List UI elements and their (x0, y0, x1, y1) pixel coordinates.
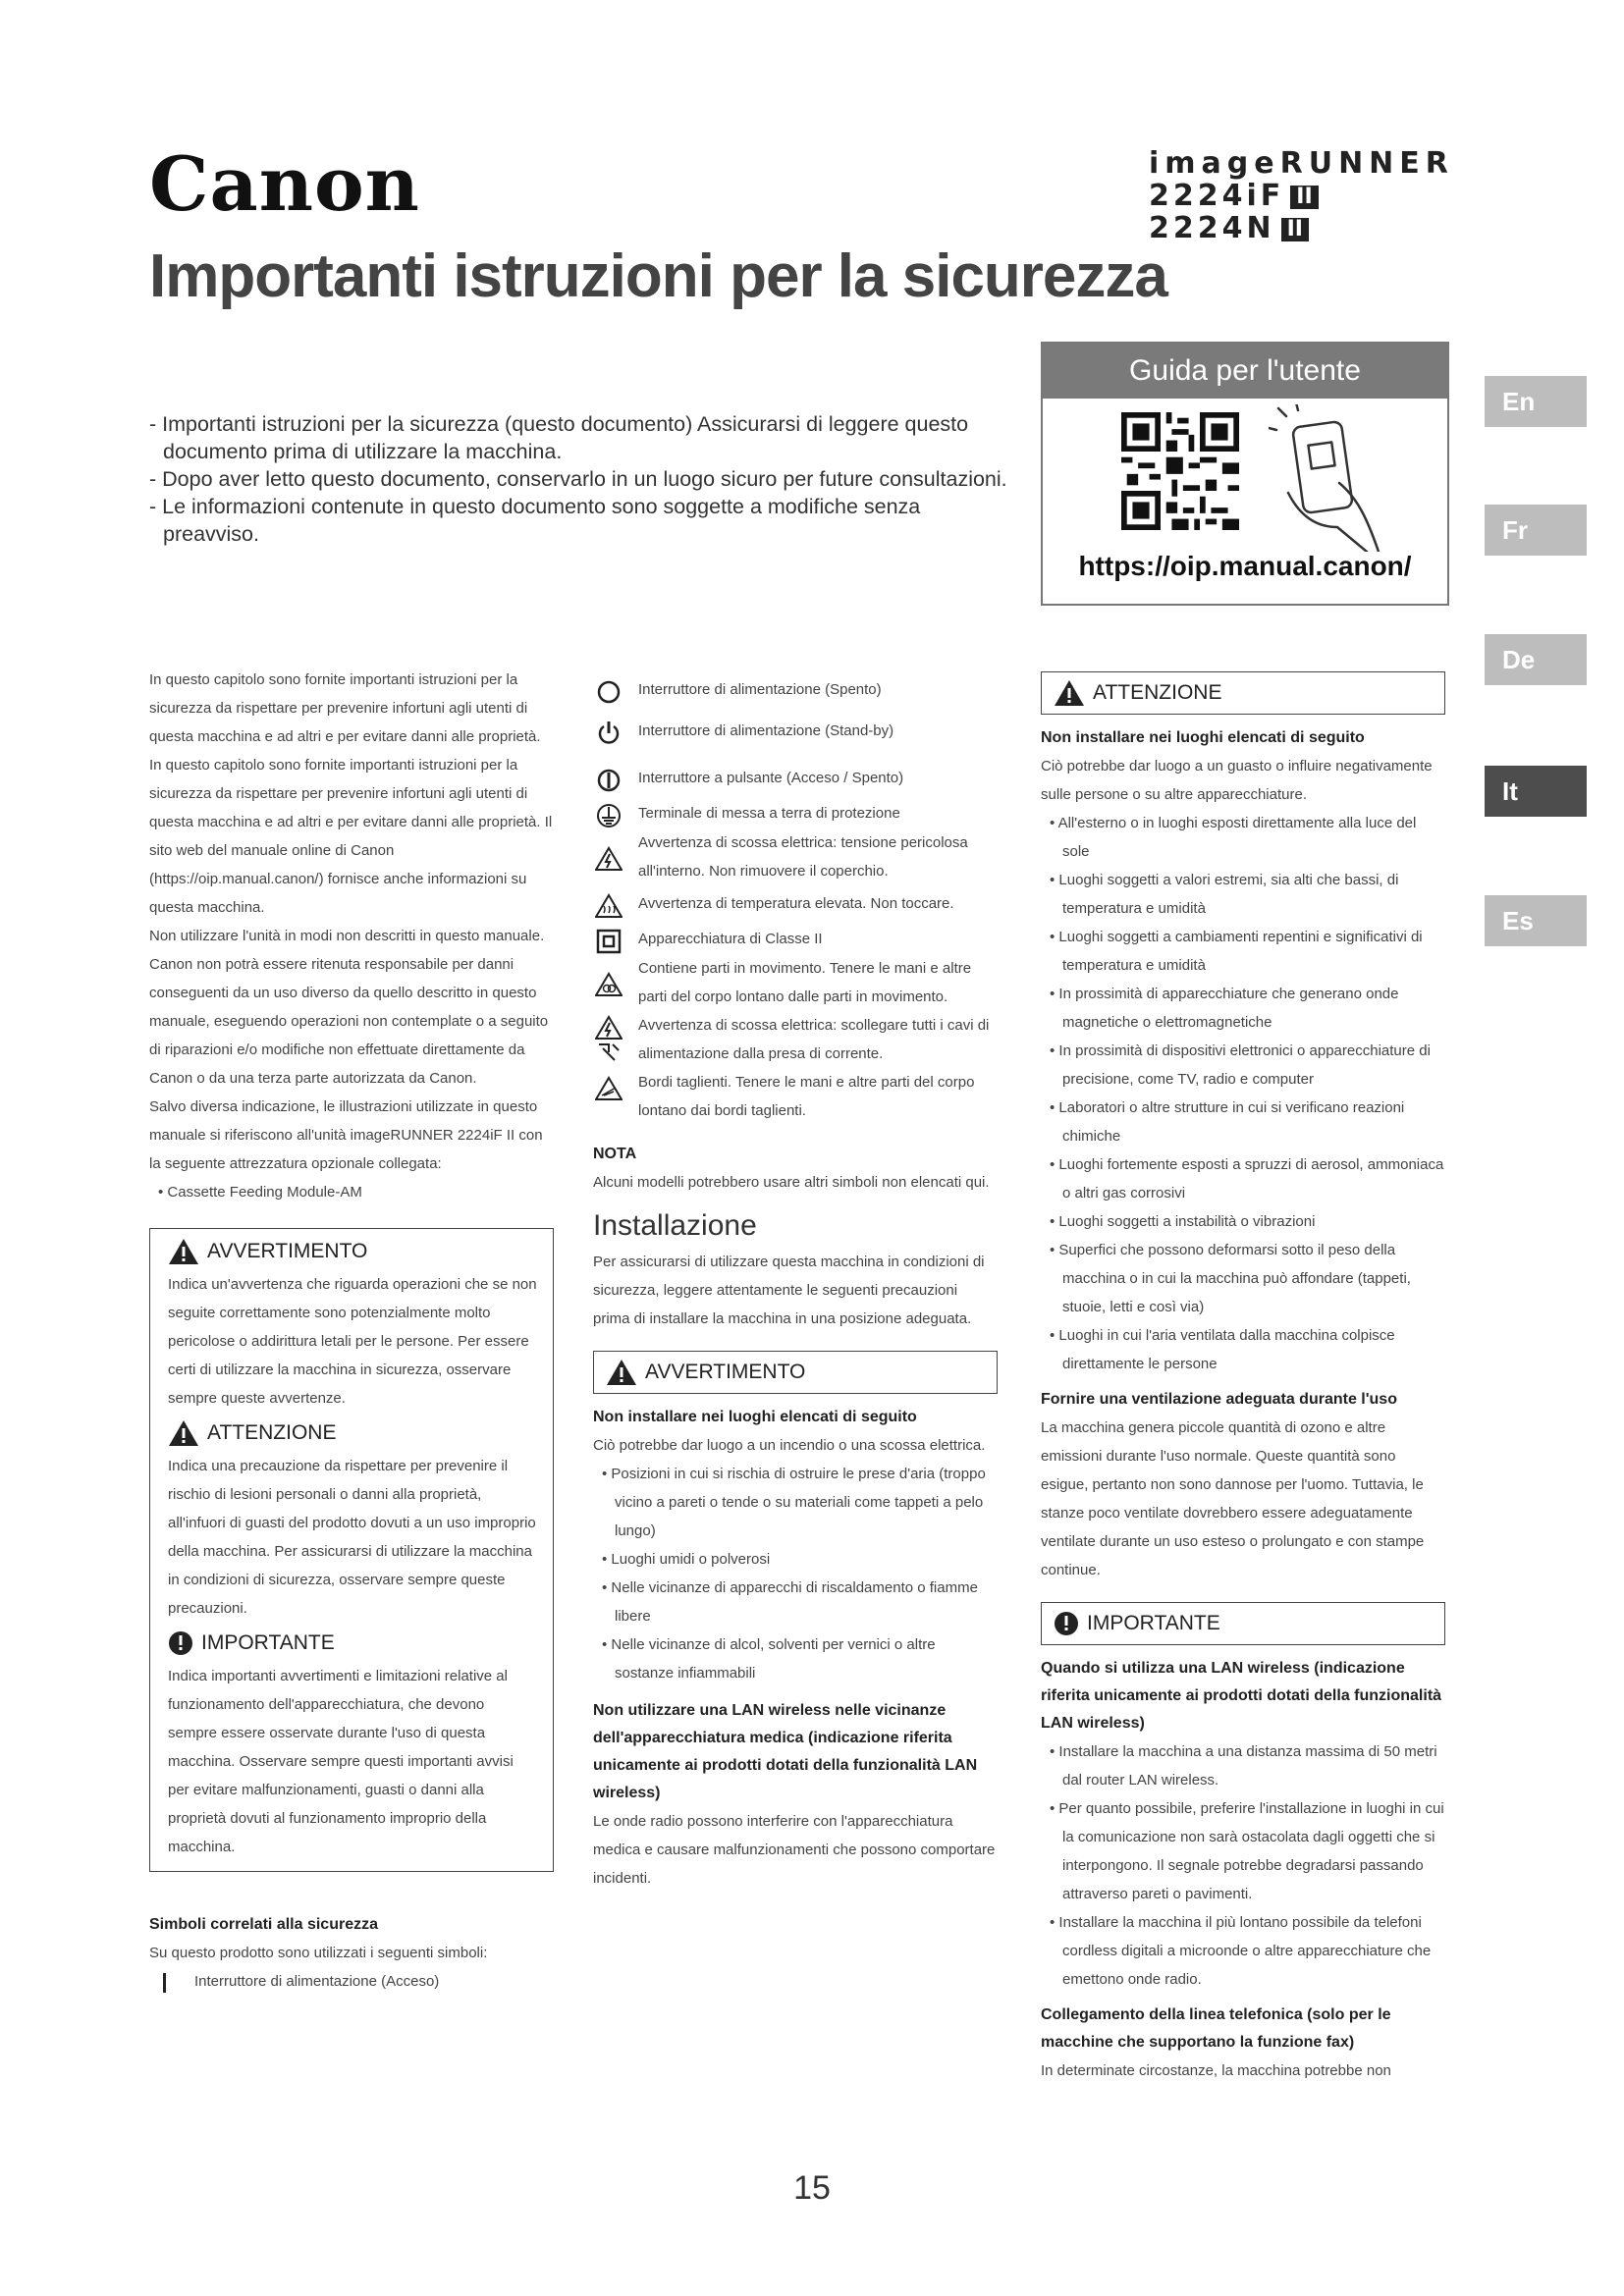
paragraph: La macchina genera piccole quantità di ozono e altre emissioni durante l'uso normale. Queste quantità sono esigue, pertanto non sono dannose per l'uomo. Tuttavia, le stanze poco ventilate dovrebbero essere adeguatamente ventilate durante un uso esteso o prolungato e con stampe continue. (1041, 1419, 1425, 1578)
list-item: • Luoghi soggetti a valori estremi, sia alti che bassi, di temperatura e umidità (1050, 872, 1399, 917)
model-2224n: 2224N (1149, 211, 1275, 245)
caution-box: ATTENZIONE (1041, 671, 1445, 715)
list-item: • In prossimità di dispositivi elettronici o apparecchiature di precisione, come TV, radio e computer (1050, 1042, 1431, 1088)
paragraph: Salvo diversa indicazione, le illustrazioni utilizzate in questo manuale si riferiscono all'unità imageRUNNER 2224iF II con la seguente attrezzatura opzionale collegata: (149, 1098, 543, 1172)
subheading: Non installare nei luoghi elencati di seguito (593, 1409, 917, 1425)
standby-icon (596, 721, 622, 746)
column-2 (593, 675, 998, 1893)
paragraph: Per assicurarsi di utilizzare questa macchina in condizioni di sicurezza, leggere attentamente le seguenti precauzioni prima di installare la macchina in una posizione adeguata. (593, 1254, 985, 1327)
symbol-row: Interruttore di alimentazione (Acceso) (149, 1967, 554, 1996)
symbol-row: Avvertenza di scossa elettrica: scollegare tutti i cavi di alimentazione dalla presa di corrente. (593, 1011, 998, 1068)
paragraph: Ciò potrebbe dar luogo a un guasto o influire negativamente sulle persone o su altre apparecchiature. (1041, 758, 1433, 803)
power-on-icon (155, 1971, 175, 1995)
model-name (1149, 147, 1454, 244)
symbol-row: Interruttore di alimentazione (Stand-by) (593, 717, 998, 746)
box-text: Indica una precauzione da rispettare per prevenire il rischio di lesioni personali o danni alla proprietà, all'infuori di guasti del prodotto dovuti a un uso improprio della macchina. Per assicurarsi di utilizzare la macchina in condizioni di sicurezza, osservare sempre queste precauzioni. (168, 1458, 536, 1617)
tab-de[interactable]: De (1485, 634, 1587, 685)
list-item: • Luoghi in cui l'aria ventilata dalla macchina colpisce direttamente le persone (1050, 1327, 1395, 1372)
column-3 (1041, 671, 1445, 2085)
user-guide-box (1041, 342, 1449, 606)
page-title: Importanti istruzioni per la sicurezza (149, 242, 1167, 310)
symbol-row: Avvertenza di temperatura elevata. Non toccare. (593, 889, 998, 919)
tab-es[interactable]: Es (1485, 895, 1587, 946)
caution-heading: ATTENZIONE (168, 1418, 537, 1448)
caution-icon (168, 1419, 199, 1447)
important-icon (168, 1630, 193, 1656)
intro-item: - Importanti istruzioni per la sicurezza (questo documento) Assicurarsi di leggere questo documento prima di utilizzare la macchina. (149, 412, 969, 463)
user-guide-heading: Guida per l'utente (1043, 344, 1447, 399)
list-item: • Posizioni in cui si rischia di ostruire le prese d'aria (troppo vicino a pareti o tende o su materiali come tappeti a pelo lungo) (602, 1466, 986, 1539)
list-item: • Luoghi soggetti a instabilità o vibrazioni (1050, 1213, 1316, 1230)
list-item: • Laboratori o altre strutture in cui si verificano reazioni chimiche (1050, 1099, 1405, 1145)
paragraph: Su questo prodotto sono utilizzati i seguenti simboli: (149, 1945, 488, 1961)
list-item: • Luoghi soggetti a cambiamenti repentini e significativi di temperatura e umidità (1050, 929, 1423, 974)
list-item: • Superfici che possono deformarsi sotto il peso della macchina o in cui la macchina può affondare (tappeti, stuoie, letti e così via) (1050, 1242, 1411, 1315)
manual-url-link[interactable]: https://oip.manual.canon/ (1078, 551, 1412, 581)
list-item: • Installare la macchina il più lontano possibile da telefoni cordless digitali a microonde o altre apparecchiature che emettono onde radio. (1050, 1914, 1432, 1988)
canon-logo: Canon (149, 140, 420, 228)
electric-shock-icon (595, 846, 623, 872)
box-text: Indica importanti avvertimenti e limitazioni relative al funzionamento dell'apparecchiatura, che devono sempre essere osservate durante l'uso di questa macchina. Osservare sempre questi importanti avvisi per evitare malfunzionamenti, guasti o danni alla proprietà dovuti al funzionamento improprio della macchina. (168, 1668, 514, 1855)
tab-it[interactable]: It (1485, 766, 1587, 817)
ground-icon (596, 803, 622, 828)
class-ii-icon (596, 929, 622, 954)
model-2224if: 2224iF (1149, 179, 1285, 213)
paragraph: In determinate circostanze, la macchina potrebbe non (1041, 2062, 1391, 2079)
list-item: • Per quanto possibile, preferire l'installazione in luoghi in cui la comunicazione non sarà ostacolata dagli oggetti che si interpongono. Il segnale potrebbe degradarsi passando attraverso pareti o pavimenti. (1050, 1800, 1444, 1902)
nota-label: NOTA (593, 1146, 637, 1162)
symbol-row: Bordi taglienti. Tenere le mani e altre parti del corpo lontano dai bordi taglienti. (593, 1068, 998, 1125)
paragraph: Le onde radio possono interferire con l'apparecchiatura medica e causare malfunzionamenti che possono comportare incidenti. (593, 1813, 996, 1887)
list-item: • Installare la macchina a una distanza massima di 50 metri dal router LAN wireless. (1050, 1743, 1437, 1789)
intro-list (149, 410, 1013, 548)
moving-parts-icon (595, 972, 623, 997)
warning-heading: AVVERTIMENTO (168, 1237, 537, 1266)
column-1 (149, 666, 554, 1996)
unplug-icon (595, 1015, 623, 1064)
paragraph: Ciò potrebbe dar luogo a un incendio o una scossa elettrica. (593, 1437, 986, 1454)
subheading: Quando si utilizza una LAN wireless (indicazione riferita unicamente ai prodotti dotati della funzionalità LAN wireless) (1041, 1660, 1442, 1732)
important-box: IMPORTANTE (1041, 1602, 1445, 1645)
push-switch-icon (596, 768, 622, 793)
intro-item: - Le informazioni contenute in questo documento sono soggette a modifiche senza preavviso. (149, 495, 921, 546)
hot-surface-icon (595, 893, 623, 919)
power-off-icon (596, 679, 622, 705)
list-item: • In prossimità di apparecchiature che generano onde magnetiche o elettromagnetiche (1050, 986, 1399, 1031)
subheading: Non utilizzare una LAN wireless nelle vicinanze dell'apparecchiatura medica (indicazione riferita unicamente ai prodotti dotati della funzionalità LAN wireless) (593, 1702, 978, 1801)
caution-icon (1054, 679, 1085, 707)
symbol-row: Terminale di messa a terra di protezione (593, 799, 998, 828)
list-item: • Cassette Feeding Module-AM (158, 1184, 362, 1201)
box-text: Indica un'avvertenza che riguarda operazioni che se non seguite correttamente sono potenzialmente molto pericolose o addirittura letali per le persone. Per essere certi di utilizzare la macchina in sicurezza, osservare sempre queste avvertenze. (168, 1276, 537, 1407)
important-icon (1054, 1611, 1079, 1636)
smartphone-hand-icon (1269, 404, 1396, 552)
section-heading: Simboli correlati alla sicurezza (149, 1916, 378, 1933)
legend-box (149, 1228, 554, 1872)
model-suffix: II (1290, 186, 1318, 209)
symbol-row: Interruttore a pulsante (Acceso / Spento) (593, 764, 998, 793)
subheading: Non installare nei luoghi elencati di seguito (1041, 729, 1365, 746)
list-item: • All'esterno o in luoghi esposti direttamente alla luce del sole (1050, 815, 1417, 860)
important-heading: IMPORTANTE (168, 1629, 537, 1658)
warning-icon (168, 1238, 199, 1265)
symbol-row: Interruttore di alimentazione (Spento) (593, 675, 998, 705)
model-suffix: II (1281, 218, 1309, 241)
nota-text: Alcuni modelli potrebbero usare altri simboli non elencati qui. (593, 1174, 990, 1191)
list-item: • Nelle vicinanze di apparecchi di riscaldamento o fiamme libere (602, 1579, 978, 1625)
warning-box: AVVERTIMENTO (593, 1351, 998, 1394)
list-item: • Luoghi umidi o polverosi (602, 1551, 771, 1568)
model-series: imageRUNNER (1149, 146, 1454, 181)
subheading: Fornire una ventilazione adeguata durante l'uso (1041, 1391, 1397, 1408)
qr-code-icon (1121, 412, 1239, 530)
paragraph: Non utilizzare l'unità in modi non descritti in questo manuale. Canon non potrà essere ritenuta responsabile per danni conseguenti da un uso diverso da quello descritto in questo manuale, eseguendo operazioni non contemplate o a seguito di riparazioni e/o modifiche non effettuate direttamente da Canon o da una terza parte autorizzata da Canon. (149, 928, 549, 1087)
intro-item: - Dopo aver letto questo documento, conservarlo in un luogo sicuro per future consultazioni. (149, 467, 1007, 491)
tab-en[interactable]: En (1485, 376, 1587, 427)
symbol-row: Contiene parti in movimento. Tenere le mani e altre parti del corpo lontano dalle parti in movimento. (593, 954, 998, 1011)
list-item: • Luoghi fortemente esposti a spruzzi di aerosol, ammoniaca o altri gas corrosivi (1050, 1156, 1444, 1201)
warning-icon (606, 1359, 637, 1386)
paragraph: In questo capitolo sono fornite importanti istruzioni per la sicurezza da rispettare per prevenire infortuni agli utenti di questa macchina e ad altri e per evitare danni alle proprietà. In questo capitolo sono fornite importanti istruzioni per la sicurezza da rispettare per prevenire infortuni agli utenti di questa macchina e ad altri e per evitare danni alle proprietà. Il sito web del manuale online di Canon (https://oip.manual.canon/) fornisce anche informazioni su questa macchina. (149, 671, 553, 916)
list-item: • Nelle vicinanze di alcol, solventi per vernici o altre sostanze infiammabili (602, 1636, 936, 1682)
installation-heading: Installazione (593, 1209, 757, 1242)
subheading: Collegamento della linea telefonica (solo per le macchine che supportano la funzione fax) (1041, 2006, 1391, 2051)
page-number: 15 (793, 2169, 831, 2207)
symbol-row: Apparecchiatura di Classe II (593, 925, 998, 954)
tab-fr[interactable]: Fr (1485, 505, 1587, 556)
sharp-edges-icon (595, 1076, 623, 1101)
symbol-row: Avvertenza di scossa elettrica: tensione pericolosa all'interno. Non rimuovere il coperchio. (593, 828, 998, 885)
